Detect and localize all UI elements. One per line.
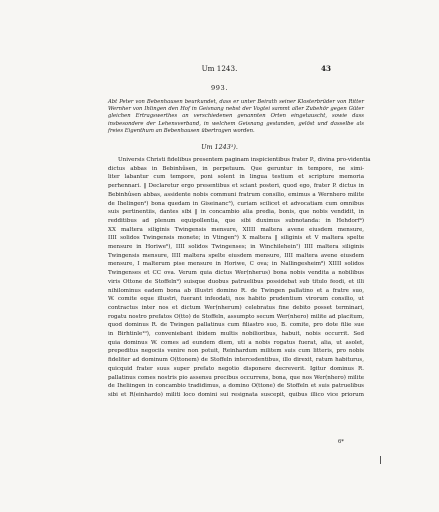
text-line: mensure in Horiwe⁶), IIII solidos Twingenses; in Winchilehein⁷) IIII maltera siliginis [108, 244, 364, 251]
text-line: suis pertinentiis, dantes sibi ‖ in concambio alia predia, bonis, que nobis vendidit, in [108, 209, 364, 216]
text-line: perhennari. ‖ Declaretur ergo presentibus et sciant posteri, quod ego, frater P. dictus in [108, 183, 364, 190]
text-line: redditibus ad plenum equipollentia, que sibi duximus subnotanda: in Hehdorf⁴) [108, 217, 364, 224]
text-line: in Birhtinle¹⁰), conveniebant ibidem multis nobilioribus, habuit, nobis occurrit. Sed [108, 331, 364, 338]
text-line: prepeditus negociis venire non potuit, Reinhardum militem suis cum litteris, pro nobis [108, 348, 364, 355]
document-date: Um 1243¹). [201, 143, 238, 151]
text-line: quia dominus W. comes ad eundem diem, uti a nobis rogatus fuerat, alia, ut asolet, [108, 339, 364, 346]
text-line: de Ihelingen²) bona quedam in Giseinanc³), curiam scilicet et advocatiam cum omnibus [108, 200, 364, 207]
text-line: sibi et R(einhardo) militi loco domini sui resignata suscepit, quibus illico vice priorum [108, 391, 364, 398]
text-line: Universis Christi fidelibus presentem paginam inspicientibus frater P., divina pro-videntia [118, 157, 371, 163]
page-number: 43 [320, 64, 331, 73]
text-line: quod dominus R. de Twingen pallatinus cum filiastro suo, B. comite, pro dote filie sue [108, 322, 364, 329]
margin-mark [380, 456, 381, 464]
running-header [0, 64, 439, 76]
running-head: Um 1243. [201, 64, 238, 73]
text-line: quicquid frater suus super prefato negotio disponere decreverit. Igitur dominus R. [108, 365, 364, 372]
document-number: 993. [210, 84, 229, 92]
text-line: W. comite eque illustri, fuerant infeodati, nos habito prudentium virorum consilio, ut [108, 296, 364, 303]
text-line: de Iheliingen in concambio tradidimus, a domino O(ttone) de Stoffeln et suis patruelibus [108, 383, 364, 390]
text-line: Bebinhûsen abbas, assidente nobis communi fratrum consilio, emimus a Wernhero milite [108, 191, 364, 198]
text-line: dictus abbas in Bebinhûsen, in perpetuum. Que geruntur in tempore, ne simi- [108, 165, 364, 172]
signature-mark: 6* [338, 439, 344, 445]
charter-text [108, 156, 371, 400]
regest-summary: Abt Peter von Bebenhausen beurkundet, dass er unter Beirath seiner Klosterbrüder von Ritter Wernher von Ihlingen den Hof in Geisnang nebst der Vogtei sammt aller Zubehör gegen Güter gleichen Ertragswerthes an verschiedenen genannten Orten eingetauscht, sowie dass insbesondere der Lehensverband, in welchem Geisnang gestanden, gelöst und dasselbe als freies Eigenthum an Bebenhausen übertragen worden. [108, 99, 364, 134]
text-line: XX maltera siliginis Twingensis mensure, XIIII maltera avene eiusdem mensure, [108, 226, 364, 233]
text-line: liter labantur cum tempore, poni solent in lingua testium et scripture memoria [108, 174, 364, 181]
text-line: nihilominus eadem bona ab illustri domino R. de Twingen pallatino et a fratre suo, [108, 287, 364, 294]
text-line: IIII solidos Twingensis monete; in Vtingen⁵) X maltera ‖ siliginis et V maltera spelte [108, 235, 364, 242]
text-line: fideliter ad dominum O(ttonem) de Stoffeln intercedentibus, illo direxit, ratum habiturus, [108, 357, 364, 364]
text-line: viris Ottone de Stoffeln⁹) suisque duobus patruelibus possidebat sub titulo feodi, et illi [108, 278, 364, 285]
text-line: Twingensis mensure, IIII maltera spelte eiusdem mensure, IIII maltera avene eiusdem [108, 252, 364, 259]
text-line: rogatu nostro prefatos O(tto) de Stoffeln, assumpto secum Wer(nhero) milite ad placitum, [108, 313, 364, 320]
text-line: pallatinus comes nostris pio assensu precibus occurrens, bona, que nos Wer(nhero) milite [108, 374, 364, 381]
text-line: Twingenses et CC ova. Verum quia dictus Wer(nherus) bona nobis vendita a nobilibus [108, 270, 364, 277]
text-line: contractus inter nos et dictum Wer(nherum) celebratus fine debito posset terminari, [108, 304, 364, 311]
text-line: mensure, I malterum pise mensure in Horiwe, C ova; in Nallingesheim⁸) XIIII solidos [108, 261, 364, 268]
